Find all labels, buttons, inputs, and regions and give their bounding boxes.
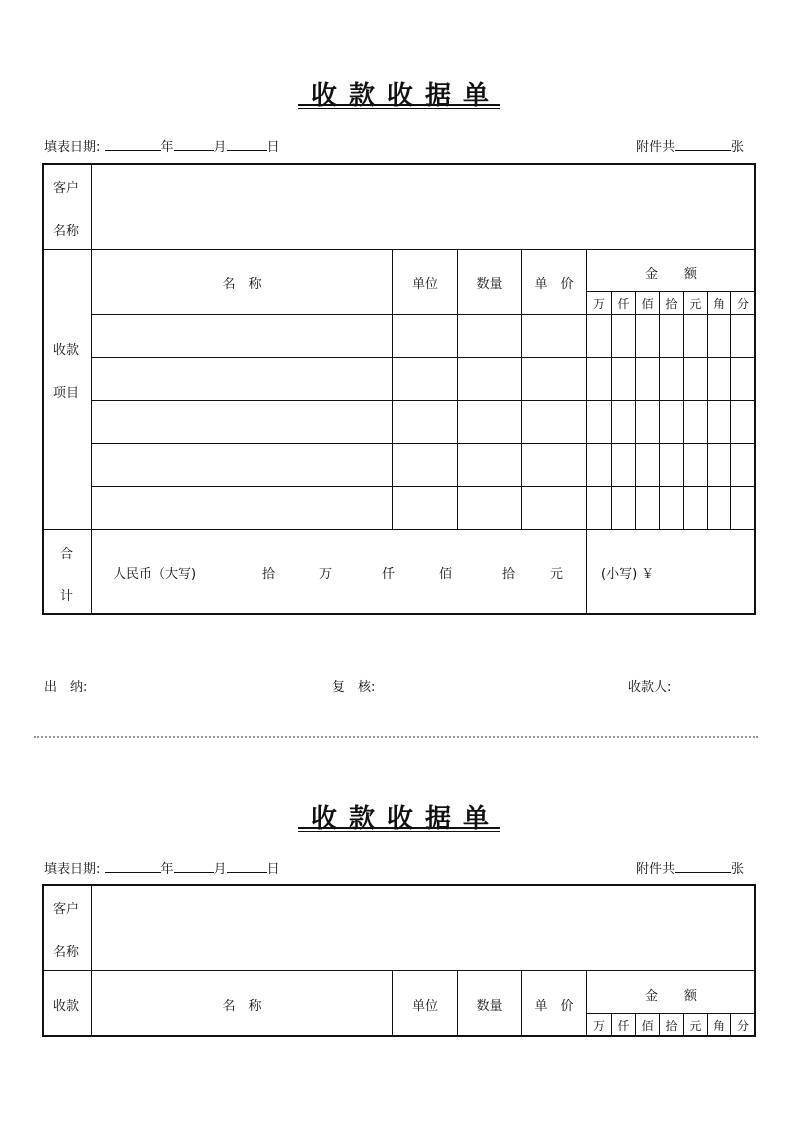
customer-label-2: 名称 [53, 224, 80, 239]
total-label-2: 计 [60, 589, 74, 604]
month-blank[interactable] [174, 138, 214, 151]
rule-digit-1 [611, 292, 612, 529]
title2-underline [298, 827, 500, 832]
digit2-fen: 分 [736, 1019, 749, 1033]
upper-unit-qian: 仟 [382, 567, 396, 582]
col-price-header: 单 价 [534, 277, 574, 292]
year-blank-2[interactable] [105, 860, 161, 873]
customer2-label-2: 名称 [53, 945, 80, 960]
col-unit-header: 单位 [411, 277, 438, 292]
receipt-title: 收款收据单 [310, 81, 501, 111]
col-amount-header: 金 额 [644, 267, 697, 282]
day-blank[interactable] [227, 138, 267, 151]
col2-name-header: 名 称 [222, 999, 262, 1014]
col-qty-header: 数量 [476, 277, 503, 292]
month-blank-2[interactable] [174, 860, 214, 873]
rmb-upper-label: 人民币（大写) [113, 567, 197, 582]
upper-unit-wan: 万 [319, 567, 333, 582]
digit2-wan: 万 [592, 1019, 605, 1033]
attachment-row [636, 136, 744, 155]
digit-bai: 佰 [641, 297, 654, 311]
digit-qian: 仟 [617, 297, 630, 311]
fill-date-row [44, 136, 280, 155]
attachment-label-2: 附件共 [636, 862, 676, 877]
upper-unit-yuan: 元 [550, 567, 564, 582]
year-blank[interactable] [105, 138, 161, 151]
col2-unit-header: 单位 [411, 999, 438, 1014]
rule-customer [43, 249, 755, 250]
reviewer-label: 复 核: [332, 680, 376, 695]
attachment-row-2 [636, 858, 744, 877]
title-underline [298, 104, 500, 109]
rule-total [43, 529, 755, 530]
digit2-jiao: 角 [712, 1019, 725, 1033]
digit2-bai: 佰 [641, 1019, 654, 1033]
col-name-header: 名 称 [222, 277, 262, 292]
rule-digit-3 [659, 292, 660, 529]
digit-shi: 拾 [665, 297, 678, 311]
customer2-label-1: 客户 [53, 902, 80, 917]
fill-date-label: 填表日期: [44, 140, 101, 155]
items2-label-1: 收款 [53, 999, 80, 1014]
items-label-1: 收款 [53, 343, 80, 358]
cashier-label: 出 纳: [44, 680, 88, 695]
rule-digit-4 [683, 292, 684, 529]
payee-label: 收款人: [628, 680, 672, 695]
rule-row-4 [91, 486, 755, 487]
customer-label-1: 客户 [53, 181, 80, 196]
receipt2-title: 收款收据单 [310, 804, 501, 834]
attachment-unit: 张 [731, 140, 745, 155]
digit-fen: 分 [736, 297, 749, 311]
year-label-2: 年 [160, 862, 174, 877]
rule-digit-2 [635, 292, 636, 529]
fill-date-label-2: 填表日期: [44, 862, 101, 877]
col2-amount-header: 金 额 [644, 989, 697, 1004]
rule-row-2 [91, 400, 755, 401]
digit-jiao: 角 [712, 297, 725, 311]
rule-header-bottom [91, 314, 755, 315]
digit-yuan: 元 [689, 297, 702, 311]
col2-qty-header: 数量 [476, 999, 503, 1014]
col2-price-header: 单 价 [534, 999, 574, 1014]
attachment-label: 附件共 [636, 140, 676, 155]
month-label: 月 [213, 140, 227, 155]
attachment-blank[interactable] [675, 138, 731, 151]
total-label-1: 合 [60, 547, 74, 562]
upper-unit-bai: 佰 [439, 567, 453, 582]
digit2-shi: 拾 [665, 1019, 678, 1033]
rule-digit-5 [707, 292, 708, 529]
rule-digit-6 [730, 292, 731, 529]
rule2-customer [43, 970, 755, 971]
rmb-lower-label: (小写) ￥ [601, 567, 655, 582]
rule-row-3 [91, 443, 755, 444]
upper-unit-shi: 拾 [502, 567, 516, 582]
day-blank-2[interactable] [227, 860, 267, 873]
attachment-blank-2[interactable] [675, 860, 731, 873]
rule-row-1 [91, 357, 755, 358]
month-label-2: 月 [213, 862, 227, 877]
attachment-unit-2: 张 [731, 862, 745, 877]
digit2-yuan: 元 [689, 1019, 702, 1033]
receipt-table [42, 163, 756, 615]
day-label: 日 [266, 140, 280, 155]
upper-unit-shiwan: 拾 [262, 567, 276, 582]
fill-date-row-2 [44, 858, 280, 877]
items-label-2: 项目 [53, 386, 80, 401]
rule-label-column [91, 164, 92, 614]
day-label-2: 日 [266, 862, 280, 877]
receipt2-table [42, 884, 756, 1037]
year-label: 年 [160, 140, 174, 155]
cut-line [34, 736, 758, 738]
digit-wan: 万 [592, 297, 605, 311]
digit2-qian: 仟 [617, 1019, 630, 1033]
